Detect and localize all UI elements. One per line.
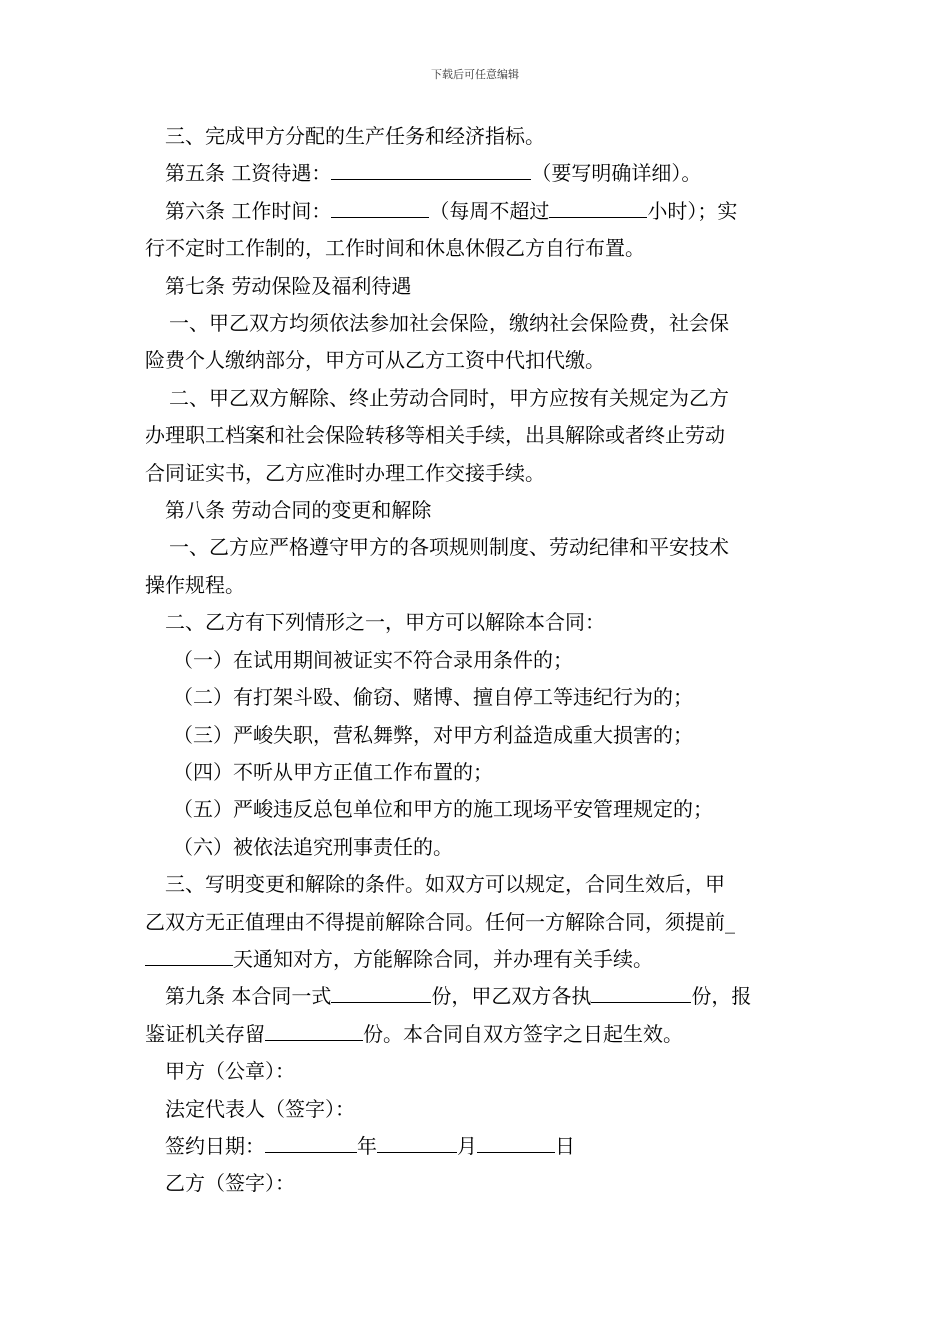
- clause-line: 一、甲乙双方均须依法参加社会保险，缴纳社会保险费，社会保: [169, 311, 729, 336]
- contract-body: [145, 118, 805, 1203]
- legal-rep-signature: 法定代表人（签字）：: [165, 1096, 355, 1121]
- clause-worktime-note: （每周不超过: [429, 198, 550, 223]
- clause-line: 三、完成甲方分配的生产任务和经济指标。: [165, 124, 545, 148]
- clause-line: 二、乙方有下列情形之一，甲方可以解除本合同：: [165, 610, 605, 635]
- copies-effective-text: 份。本合同自双方签字之日起生效。: [363, 1021, 683, 1046]
- page-header-note: 下载后可任意编辑: [431, 68, 519, 81]
- year-blank[interactable]: [265, 1130, 357, 1153]
- copies-total-blank[interactable]: [331, 980, 431, 1003]
- clause-line: 二、甲乙双方解除、终止劳动合同时，甲方应按有关规定为乙方: [169, 385, 729, 410]
- list-item: （六）被依法追究刑事责任的。: [173, 834, 453, 859]
- clause-wage-note: （要写明确详细）。: [531, 161, 702, 186]
- list-item: （四）不听从甲方正值工作布置的；: [173, 759, 493, 784]
- month-label: 月: [457, 1133, 477, 1158]
- clause-wage-label: 第五条 工资待遇：: [165, 161, 332, 186]
- notice-days-text: 天通知对方，方能解除合同，并办理有关手续。: [233, 946, 653, 971]
- weekly-hours-blank[interactable]: [549, 195, 647, 218]
- clause-line: 操作规程。: [145, 572, 245, 597]
- clause-worktime-line: [145, 193, 805, 230]
- clause-copies-line-2: [145, 1016, 805, 1053]
- clause-worktime-tail: 小时）；实: [647, 198, 738, 223]
- clause-line: 险费个人缴纳部分，甲方可从乙方工资中代扣代缴。: [145, 348, 605, 373]
- list-item: （五）严峻违反总包单位和甲方的施工现场平安管理规定的；: [173, 797, 713, 822]
- sign-date-label: 签约日期：: [165, 1133, 265, 1158]
- copies-archive-label: 鉴证机关存留: [145, 1021, 265, 1046]
- copies-report-label: 份，报: [691, 984, 752, 1009]
- section-title: 第八条 劳动合同的变更和解除: [165, 498, 432, 523]
- clause-worktime-label: 第六条 工作时间：: [165, 198, 332, 223]
- day-label: 日: [555, 1133, 575, 1158]
- clause-line: 乙双方无正值理由不得提前解除合同。任何一方解除合同，须提前_: [145, 909, 735, 934]
- copies-each-label: 份，甲乙双方各执: [431, 984, 592, 1009]
- section-title: 第七条 劳动保险及福利待遇: [165, 273, 412, 298]
- party-a-seal: 甲方（公章）：: [165, 1059, 295, 1084]
- copies-each-blank[interactable]: [591, 980, 691, 1003]
- clause-copies-line: [145, 978, 805, 1015]
- year-label: 年: [357, 1133, 377, 1158]
- copies-label: 第九条 本合同一式: [165, 984, 332, 1009]
- sign-date-line: [145, 1128, 805, 1165]
- clause-wage-line: [145, 155, 805, 192]
- day-blank[interactable]: [477, 1130, 555, 1153]
- clause-line: 办理职工档案和社会保险转移等相关手续，出具解除或者终止劳动: [145, 423, 725, 448]
- clause-line: 一、乙方应严格遵守甲方的各项规则制度、劳动纪律和平安技术: [169, 535, 729, 560]
- clause-line: 三、写明变更和解除的条件。如双方可以规定，合同生效后，甲: [165, 872, 725, 897]
- party-b-signature: 乙方（签字）：: [165, 1171, 295, 1196]
- notice-days-blank[interactable]: [145, 943, 233, 966]
- list-item: （二）有打架斗殴、偷窃、赌博、擅自停工等违纪行为的；: [173, 685, 693, 710]
- wage-blank[interactable]: [331, 157, 531, 180]
- clause-line: 合同证实书，乙方应准时办理工作交接手续。: [145, 460, 545, 485]
- clause-line: 行不定时工作制的，工作时间和休息休假乙方自行布置。: [145, 236, 645, 261]
- notice-days-line: [145, 941, 805, 978]
- copies-archive-blank[interactable]: [265, 1018, 363, 1041]
- list-item: （三）严峻失职，营私舞弊，对甲方利益造成重大损害的；: [173, 722, 693, 747]
- list-item: （一）在试用期间被证实不符合录用条件的；: [173, 647, 573, 672]
- month-blank[interactable]: [377, 1130, 457, 1153]
- worktime-blank[interactable]: [331, 195, 429, 218]
